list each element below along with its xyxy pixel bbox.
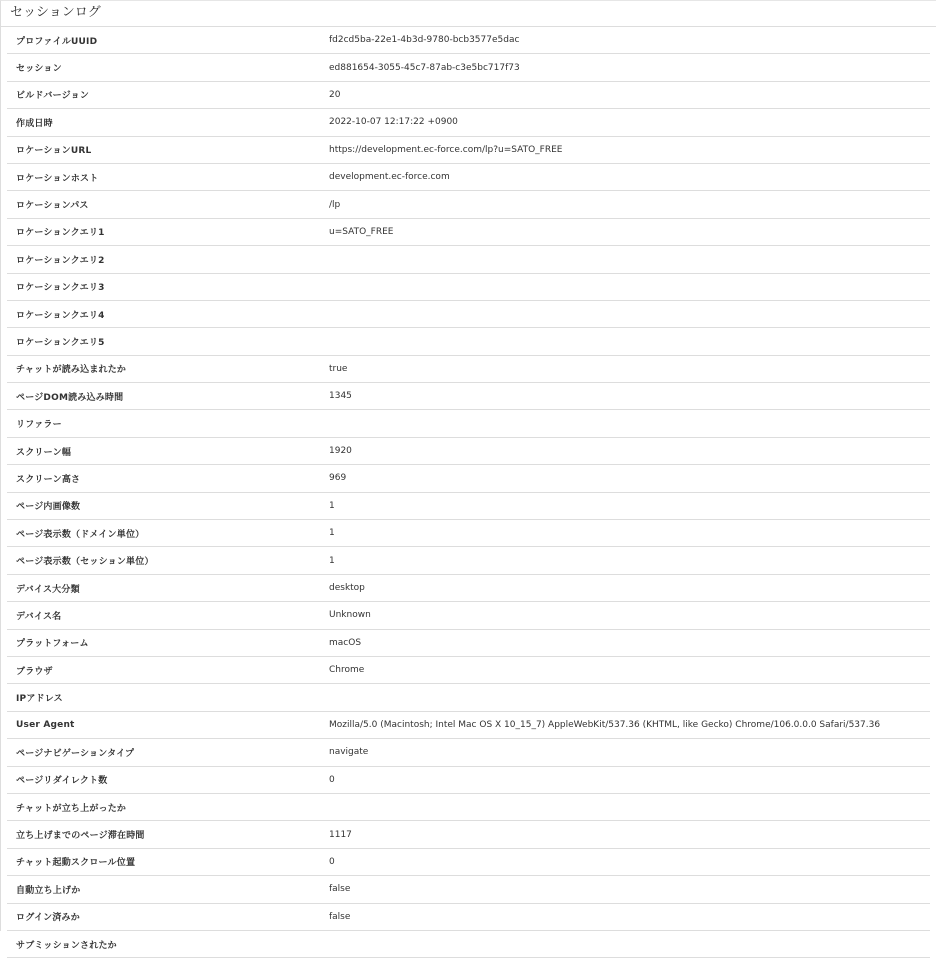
row-label: ロケーションURL: [7, 136, 320, 163]
table-row: [7, 328, 930, 355]
row-label: ページ表示数（ドメイン単位）: [7, 520, 320, 547]
row-value: macOS: [320, 629, 930, 656]
row-label: ロケーションクエリ4: [7, 300, 320, 327]
row-label: デバイス名: [7, 602, 320, 629]
table-row: [7, 246, 930, 273]
row-label: ロケーションパス: [7, 191, 320, 218]
row-label: ページナビゲーションタイプ: [7, 739, 320, 766]
row-label: ブラウザ: [7, 656, 320, 683]
row-label: ロケーションホスト: [7, 163, 320, 190]
table-row: [7, 492, 930, 519]
row-label: User Agent: [7, 711, 320, 738]
table-row: [7, 876, 930, 903]
row-value: [320, 300, 930, 327]
row-label: ページ内画像数: [7, 492, 320, 519]
row-value: [320, 410, 930, 437]
row-label: チャットが立ち上がったか: [7, 793, 320, 820]
table-row: [7, 27, 930, 54]
table-row: [7, 602, 930, 629]
row-value: navigate: [320, 739, 930, 766]
table-row: [7, 465, 930, 492]
table-row: [7, 684, 930, 711]
table-row: [7, 109, 930, 136]
row-label: リファラー: [7, 410, 320, 437]
table-row: [7, 903, 930, 930]
table-row: [7, 437, 930, 464]
row-value: [320, 930, 930, 957]
table-row: [7, 739, 930, 766]
row-value: u=SATO_FREE: [320, 218, 930, 245]
row-value: 0: [320, 766, 930, 793]
row-value: false: [320, 876, 930, 903]
table-row: [7, 136, 930, 163]
row-label: ビルドバージョン: [7, 81, 320, 108]
row-value: Mozilla/5.0 (Macintosh; Intel Mac OS X 10_15_7) AppleWebKit/537.36 (KHTML, like Gecko) Chrome/106.0.0.0 Safari/537.36: [320, 711, 930, 738]
table-row: [7, 218, 930, 245]
table-row: [7, 711, 930, 738]
row-value: 1: [320, 492, 930, 519]
row-label: ページ表示数（セッション単位）: [7, 547, 320, 574]
row-value: [320, 328, 930, 355]
row-value: 20: [320, 81, 930, 108]
table-row: [7, 547, 930, 574]
row-label: スクリーン高さ: [7, 465, 320, 492]
table-row: [7, 273, 930, 300]
table-row: [7, 300, 930, 327]
table-row: [7, 410, 930, 437]
row-label: 作成日時: [7, 109, 320, 136]
row-label: チャットが読み込まれたか: [7, 355, 320, 382]
row-label: ログイン済みか: [7, 903, 320, 930]
row-value: true: [320, 355, 930, 382]
row-value: [320, 246, 930, 273]
table-row: [7, 163, 930, 190]
row-value: /lp: [320, 191, 930, 218]
row-label: サブミッションされたか: [7, 930, 320, 957]
row-label: ページリダイレクト数: [7, 766, 320, 793]
row-label: セッション: [7, 54, 320, 81]
table-row: [7, 848, 930, 875]
row-label: ロケーションクエリ5: [7, 328, 320, 355]
row-value: fd2cd5ba-22e1-4b3d-9780-bcb3577e5dac: [320, 27, 930, 54]
table-row: [7, 54, 930, 81]
table-row: [7, 821, 930, 848]
session-log-table-body: [7, 27, 930, 958]
row-label: 立ち上げまでのページ滞在時間: [7, 821, 320, 848]
row-label: ロケーションクエリ2: [7, 246, 320, 273]
table-row: [7, 191, 930, 218]
table-row: [7, 656, 930, 683]
row-value: 1: [320, 547, 930, 574]
row-label: ロケーションクエリ3: [7, 273, 320, 300]
row-value: 1117: [320, 821, 930, 848]
row-value: desktop: [320, 574, 930, 601]
row-value: development.ec-force.com: [320, 163, 930, 190]
row-label: デバイス大分類: [7, 574, 320, 601]
row-value: https://development.ec-force.com/lp?u=SATO_FREE: [320, 136, 930, 163]
table-row: [7, 81, 930, 108]
row-label: ページDOM読み込み時間: [7, 383, 320, 410]
row-value: 969: [320, 465, 930, 492]
panel-title: セッションログ: [1, 1, 936, 27]
row-label: チャット起動スクロール位置: [7, 848, 320, 875]
table-row: [7, 793, 930, 820]
table-row: [7, 520, 930, 547]
row-value: false: [320, 903, 930, 930]
table-row: [7, 574, 930, 601]
row-value: Unknown: [320, 602, 930, 629]
row-label: IPアドレス: [7, 684, 320, 711]
row-label: スクリーン幅: [7, 437, 320, 464]
table-row: [7, 766, 930, 793]
row-value: 2022-10-07 12:17:22 +0900: [320, 109, 930, 136]
row-label: プラットフォーム: [7, 629, 320, 656]
row-value: 1: [320, 520, 930, 547]
row-label: 自動立ち上げか: [7, 876, 320, 903]
row-value: ed881654-3055-45c7-87ab-c3e5bc717f73: [320, 54, 930, 81]
table-row: [7, 355, 930, 382]
table-row: [7, 383, 930, 410]
row-value: 1920: [320, 437, 930, 464]
row-value: [320, 273, 930, 300]
table-row: [7, 930, 930, 957]
row-value: 1345: [320, 383, 930, 410]
row-label: ロケーションクエリ1: [7, 218, 320, 245]
row-value: [320, 684, 930, 711]
row-label: プロファイルUUID: [7, 27, 320, 54]
row-value: Chrome: [320, 656, 930, 683]
table-row: [7, 629, 930, 656]
row-value: [320, 793, 930, 820]
row-value: 0: [320, 848, 930, 875]
session-log-table: [7, 27, 930, 958]
